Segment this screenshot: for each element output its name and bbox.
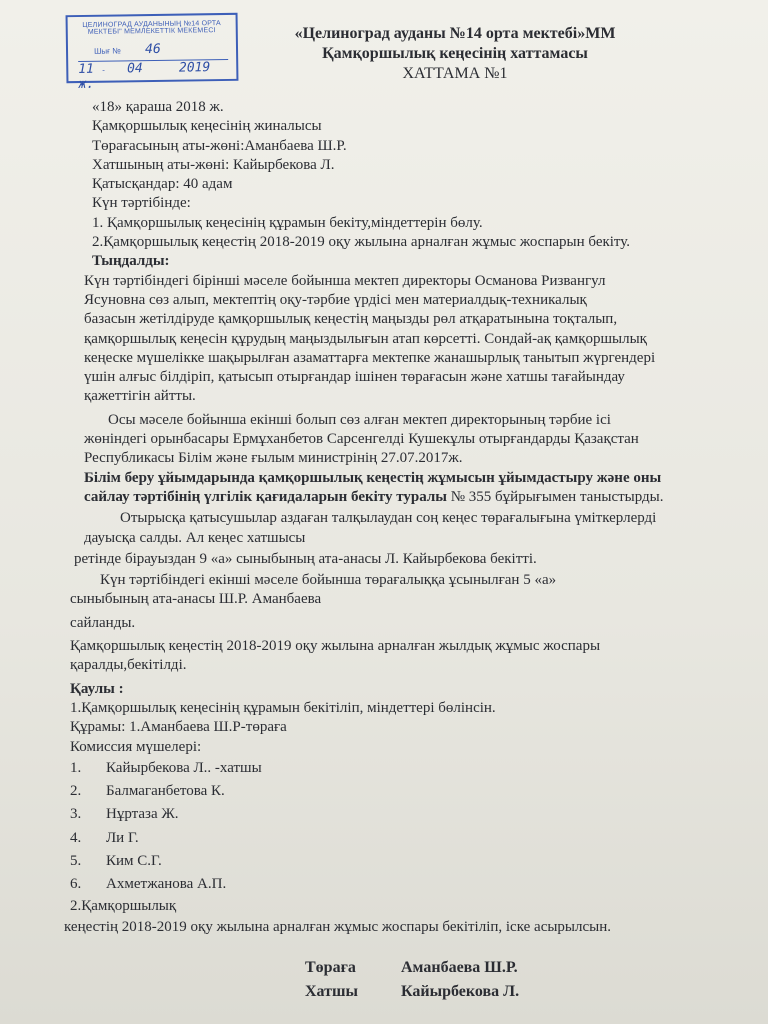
order-number: № 355 бұйрығымен таныстырды. <box>446 488 664 505</box>
protocol-number: ХАТТАМА №1 <box>402 65 508 82</box>
org-name: «Целиноград ауданы №14 орта мектебі»ММ <box>294 25 616 42</box>
stamp-no-value: 46 <box>144 41 161 58</box>
paragraph-line: қамқоршылық кеңесін құрудың маңыздылығын атап көрсетті. Сондай-ақ қамқоршылық <box>84 330 647 347</box>
signature-row <box>305 956 519 980</box>
decision-heading: Қаулы : <box>70 680 124 697</box>
agenda-item-1: 1. Қамқоршылық кеңесінің құрамын бекіту,міндеттерін бөлу. <box>92 214 483 231</box>
document-title: Қамқоршылық кеңесінің хаттамасы <box>322 45 588 62</box>
stamp-line-1: ЦЕЛИНОГРАД АУДАНЫНЫҢ №14 ОРТА <box>82 20 221 29</box>
paragraph-line: Осы мәселе бойынша екінші болып сөз алған мектеп директорының тәрбие ісі <box>108 411 611 428</box>
meeting-type: Қамқоршылық кеңесінің жиналысы <box>92 118 322 135</box>
paragraph-line: Ясуновна сөз алып, мектептің оқу-тәрбие үрдісі мен материалдық-техникалық <box>84 291 587 308</box>
paragraph-line: қажеттігін айтты. <box>84 388 196 405</box>
signature-block <box>305 956 519 1004</box>
paragraph-line: сыныбының ата-анасы Ш.Р. Аманбаева <box>70 591 322 608</box>
paragraph-line: үшін алғыс білдіріп, қатысып отырғандар ішінен төрағасын және хатшы тағайындау <box>84 369 625 386</box>
order-title: сайлау тәртібінің үлгілік қағидаларын бекіту туралы <box>84 488 447 505</box>
list-item: 4. Ли Г. <box>70 829 139 846</box>
paragraph-line: Күн тәртібіндегі екінші мәселе бойынша төрағалыққа ұсынылған 5 «а» <box>100 572 557 589</box>
signature-role: Хатшы <box>305 983 358 1000</box>
stamp-no-label: Шығ № <box>93 46 121 56</box>
agenda-item-2: 2.Қамқоршылық кеңестің 2018-2019 оқу жылына арналған жұмыс жоспарын бекіту. <box>92 234 631 251</box>
decision-2: 2.Қамқоршылық <box>70 897 177 914</box>
paragraph-line: базасын жетілдіруде қамқоршылық кеңестің маңызды рөл атқаратынына тоқталып, <box>84 311 618 328</box>
list-item: 2. Балмаганбетова К. <box>70 783 225 800</box>
decision-1: 1.Қамқоршылық кеңесінің құрамын бекітіліп, міндеттері бөлінсін. <box>70 699 496 716</box>
signature-role: Төраға <box>305 959 356 976</box>
list-item: 6. Ахметжанова А.П. <box>70 876 227 893</box>
secretary-line: Хатшының аты-жөні: Кайырбекова Л. <box>92 156 335 173</box>
list-item: 1. Кайырбекова Л.. -хатшы <box>70 759 262 776</box>
paragraph-line: сайланды. <box>70 614 136 631</box>
paragraph-line: кеңеске мүшелікке шақырылған азаматтарға мектепке жанашырлық танытып жүргендері <box>84 349 656 366</box>
document-header <box>250 24 660 84</box>
meeting-date: «18» қараша 2018 ж. <box>92 99 224 115</box>
agenda-heading: Күн тәртібінде: <box>92 195 191 212</box>
paragraph-line: жөніндегі орынбасары Ермұханбетов Сарсенгелді Кушекұлы отырғандарды Қазақстан <box>84 431 639 448</box>
members-heading: Комиссия мүшелері: <box>70 738 202 755</box>
paragraph-line: Қамқоршылық кеңестің 2018-2019 оқу жылына арналған жылдық жұмыс жоспары <box>70 638 601 655</box>
decision-2-cont: кеңестің 2018-2019 оқу жылына арналған жұмыс жоспары бекітіліп, іске асырылсын. <box>64 918 612 935</box>
paragraph-line: дауысқа салды. Ал кеңес хатшысы <box>84 529 306 546</box>
paragraph-line: Білім беру ұйымдарында қамқоршылық кеңестің жұмысын ұйымдастыру және оны <box>84 469 662 486</box>
paragraph-line: қаралды,бекітілді. <box>70 657 187 674</box>
paragraph-line: Күн тәртібіндегі бірінші мәселе бойынша мектеп директоры Османова Ризвангул <box>84 272 606 289</box>
registration-stamp: ЦЕЛИНОГРАД АУДАНЫНЫҢ №14 ОРТА МЕКТЕБІ" МЕМЛЕКЕТТІК МЕКЕМЕСІ Шығ № 46 11 - 04 2019 ж. <box>66 13 239 83</box>
stamp-date-day: 11 <box>78 61 95 78</box>
attendees-line: Қатысқандар: 40 адам <box>92 176 233 193</box>
stamp-line-2: МЕКТЕБІ" МЕМЛЕКЕТТІК МЕКЕМЕСІ <box>87 27 216 36</box>
paragraph-line: ретінде бірауыздан 9 «а» сыныбының ата-анасы Л. Кайырбекова бекітті. <box>74 550 537 567</box>
document-body <box>64 98 760 937</box>
stamp-date-month: 04 <box>126 61 143 77</box>
signature-name: Аманбаева Ш.Р. <box>401 959 518 976</box>
composition-line: Құрамы: 1.Аманбаева Ш.Р-төраға <box>70 719 287 736</box>
chair-line: Төрағасының аты-жөні:Аманбаева Ш.Р. <box>92 137 347 154</box>
stamp-date-year: 2019 ж. <box>78 60 211 93</box>
paragraph-line: Республикасы Білім және ғылым министрінің 27.07.2017ж. <box>84 450 463 467</box>
signature-name: Кайырбекова Л. <box>401 983 520 1000</box>
paragraph-line: Отырысқа қатысушылар аздаған талқылаудан соң кеңес төрағалығына үміткерлерді <box>120 510 657 527</box>
list-item: 3. Нұртаза Ж. <box>70 806 179 823</box>
signature-row <box>305 980 519 1004</box>
list-item: 5. Ким С.Г. <box>70 852 162 869</box>
heard-heading: Тыңдалды: <box>92 253 170 270</box>
